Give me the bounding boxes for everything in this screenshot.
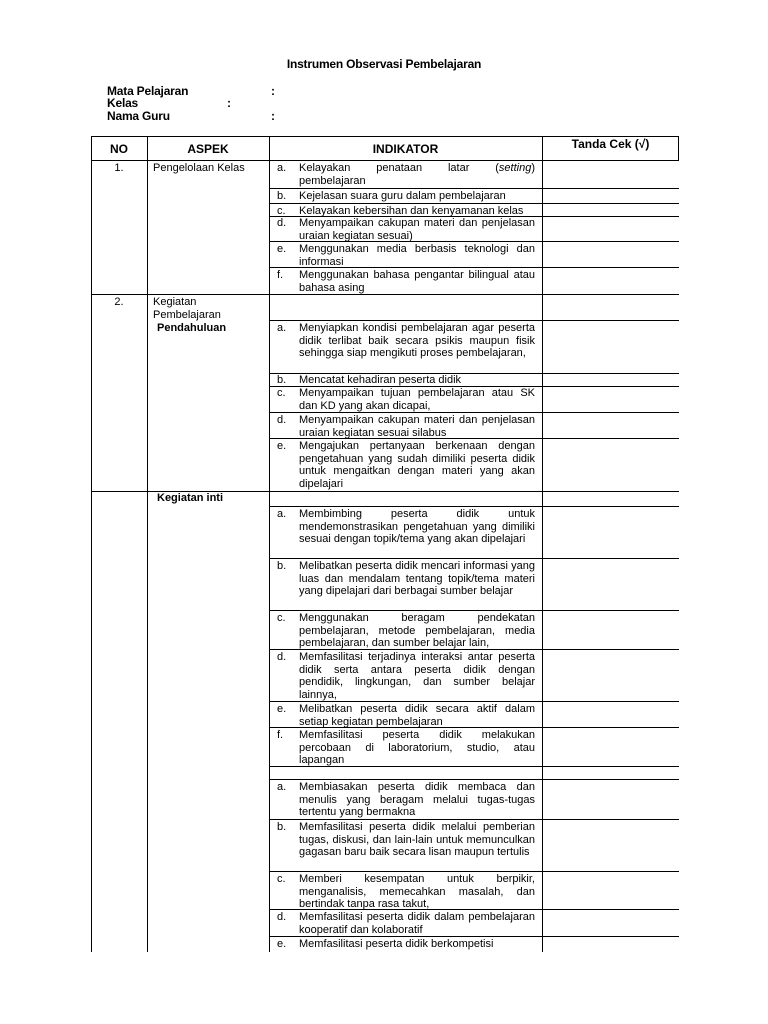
indicator-letter: f. <box>277 729 284 741</box>
indicator-letter: c. <box>277 205 286 217</box>
indicator-letter: b. <box>277 190 287 202</box>
indicator-text: Kelayakan kebersihan dan kenyamanan kelas <box>299 205 524 217</box>
row-divider <box>269 936 679 937</box>
indicator-letter: b. <box>277 560 287 572</box>
indicator-letter: d. <box>277 911 287 923</box>
indicator-letter: c. <box>277 612 286 624</box>
section-divider <box>91 294 679 295</box>
row-divider <box>269 188 679 189</box>
row-divider <box>269 871 679 872</box>
table-border <box>91 136 92 952</box>
indicator-letter: d. <box>277 651 287 663</box>
indicator-letter: e. <box>277 440 287 452</box>
field-label-nama-guru: Nama Guru <box>107 109 170 123</box>
row-divider <box>269 412 679 413</box>
indicator-text: Membimbing peserta didik untuk mendemonstrasikan pengetahuan yang dimiliki sesuai dengan topik/tema yang akan dipelajari <box>299 508 535 546</box>
row-divider <box>269 766 679 767</box>
section-label-kegiatan-inti: Kegiatan inti <box>157 492 224 504</box>
indicator-text: Memberi kesempatan untuk berpikir, menganalisis, memecahkan masalah, dan bertindak tanpa rasa takut, <box>299 873 535 911</box>
indicator-letter: c. <box>277 873 286 885</box>
table-column-divider <box>542 136 543 952</box>
row-divider <box>269 558 679 559</box>
row-divider <box>269 909 679 910</box>
indicator-letter: a. <box>277 322 287 334</box>
indicator-text: Menyampaikan tujuan pembelajaran atau SK dan KD yang akan dicapai, <box>299 387 535 412</box>
row-divider <box>269 779 679 780</box>
indicator-text: Memfasilitasi peserta didik melalui pemberian tugas, diskusi, dan lain-lain untuk memunculkan gagasan baru baik secara lisan maupun tertulis <box>299 821 535 859</box>
indicator-letter: b. <box>277 821 287 833</box>
indicator-letter: d. <box>277 414 287 426</box>
aspect-label: Pengelolaan Kelas <box>153 162 245 174</box>
indicator-text: Kejelasan suara guru dalam pembelajaran <box>299 190 506 202</box>
indicator-letter: a. <box>277 508 287 520</box>
indicator-text: Memfasilitasi peserta didik berkompetisi <box>299 938 494 950</box>
row-number: 1. <box>114 162 124 174</box>
indicator-text: Membiasakan peserta didik membaca dan menulis yang beragam melalui tugas-tugas tertentu yang bermakna <box>299 781 535 819</box>
field-colon: : <box>271 84 275 98</box>
indicator-text: Menggunakan beragam pendekatan pembelajaran, metode pembelajaran, media pembelajaran, dan sumber belajar lain, <box>299 612 535 650</box>
indicator-text: Menyampaikan cakupan materi dan penjelasan uraian kegiatan sesuai silabus <box>299 414 535 439</box>
field-label-mata-pelajaran: Mata Pelajaran <box>107 84 189 98</box>
header-tanda-cek: Tanda Cek (√) <box>571 137 650 151</box>
observation-table <box>91 136 679 952</box>
row-divider <box>269 241 679 242</box>
row-divider <box>269 649 679 650</box>
indicator-text: Memfasilitasi terjadinya interaksi antar peserta didik serta antara peserta didik dengan pendidik, lingkungan, dan sumber belajar lainnya, <box>299 651 535 702</box>
header-no: NO <box>110 142 128 156</box>
indicator-text: Mencatat kehadiran peserta didik <box>299 374 462 386</box>
indicator-text: Menggunakan media berbasis teknologi dan informasi <box>299 243 535 268</box>
document-title: Instrumen Observasi Pembelajaran <box>286 57 482 71</box>
indicator-letter: e. <box>277 703 287 715</box>
indicator-letter: e. <box>277 938 287 950</box>
row-divider <box>269 701 679 702</box>
indicator-letter: b. <box>277 374 287 386</box>
row-divider <box>269 610 679 611</box>
indicator-text: Memfasilitasi peserta didik melakukan percobaan di laboratorium, studio, atau lapangan <box>299 729 535 767</box>
header-indikator: INDIKATOR <box>372 142 439 156</box>
indicator-letter: a. <box>277 162 287 174</box>
row-divider <box>269 320 679 321</box>
table-header-divider <box>91 160 679 161</box>
row-divider <box>269 819 679 820</box>
row-divider <box>269 267 679 268</box>
row-number: 2. <box>114 296 124 308</box>
row-divider <box>269 203 679 204</box>
field-label-kelas: Kelas <box>107 96 139 110</box>
row-divider <box>269 727 679 728</box>
row-divider <box>269 506 679 507</box>
table-column-divider <box>147 136 148 952</box>
indicator-text: Menyampaikan cakupan materi dan penjelasan uraian kegiatan sesuai) <box>299 217 535 242</box>
indicator-text: Menggunakan bahasa pengantar bilingual atau bahasa asing <box>299 269 535 294</box>
indicator-letter: a. <box>277 781 287 793</box>
field-colon: : <box>271 109 275 123</box>
aspect-label: Kegiatan Pembelajaran <box>153 296 221 321</box>
indicator-letter: e. <box>277 243 287 255</box>
field-colon: : <box>227 96 231 110</box>
indicator-letter: c. <box>277 387 286 399</box>
indicator-text: Kelayakan penataan latar (setting) pembelajaran <box>299 162 535 187</box>
header-aspek: ASPEK <box>187 142 229 156</box>
row-divider <box>269 438 679 439</box>
indicator-letter: d. <box>277 217 287 229</box>
indicator-letter: f. <box>277 269 284 281</box>
table-column-divider <box>269 136 270 952</box>
indicator-text: Memfasilitasi peserta didik dalam pembelajaran kooperatif dan kolaboratif <box>299 911 535 936</box>
indicator-text: Mengajukan pertanyaan berkenaan dengan pengetahuan yang sudah dimiliki peserta didik untuk mengaitkan dengan materi yang akan dipelajari <box>299 440 535 491</box>
indicator-text: Melibatkan peserta didik mencari informasi yang luas dan mendalam tentang topik/tema materi yang dipelajari dari berbagai sumber belajar <box>299 560 535 598</box>
section-label-pendahuluan: Pendahuluan <box>157 322 227 334</box>
indicator-text: Menyiapkan kondisi pembelajaran agar peserta didik terlibat baik secara psikis maupun fisik sehingga siap mengikuti proses pembelajaran, <box>299 322 535 360</box>
indicator-text: Melibatkan peserta didik secara aktif dalam setiap kegiatan pembelajaran <box>299 703 535 728</box>
